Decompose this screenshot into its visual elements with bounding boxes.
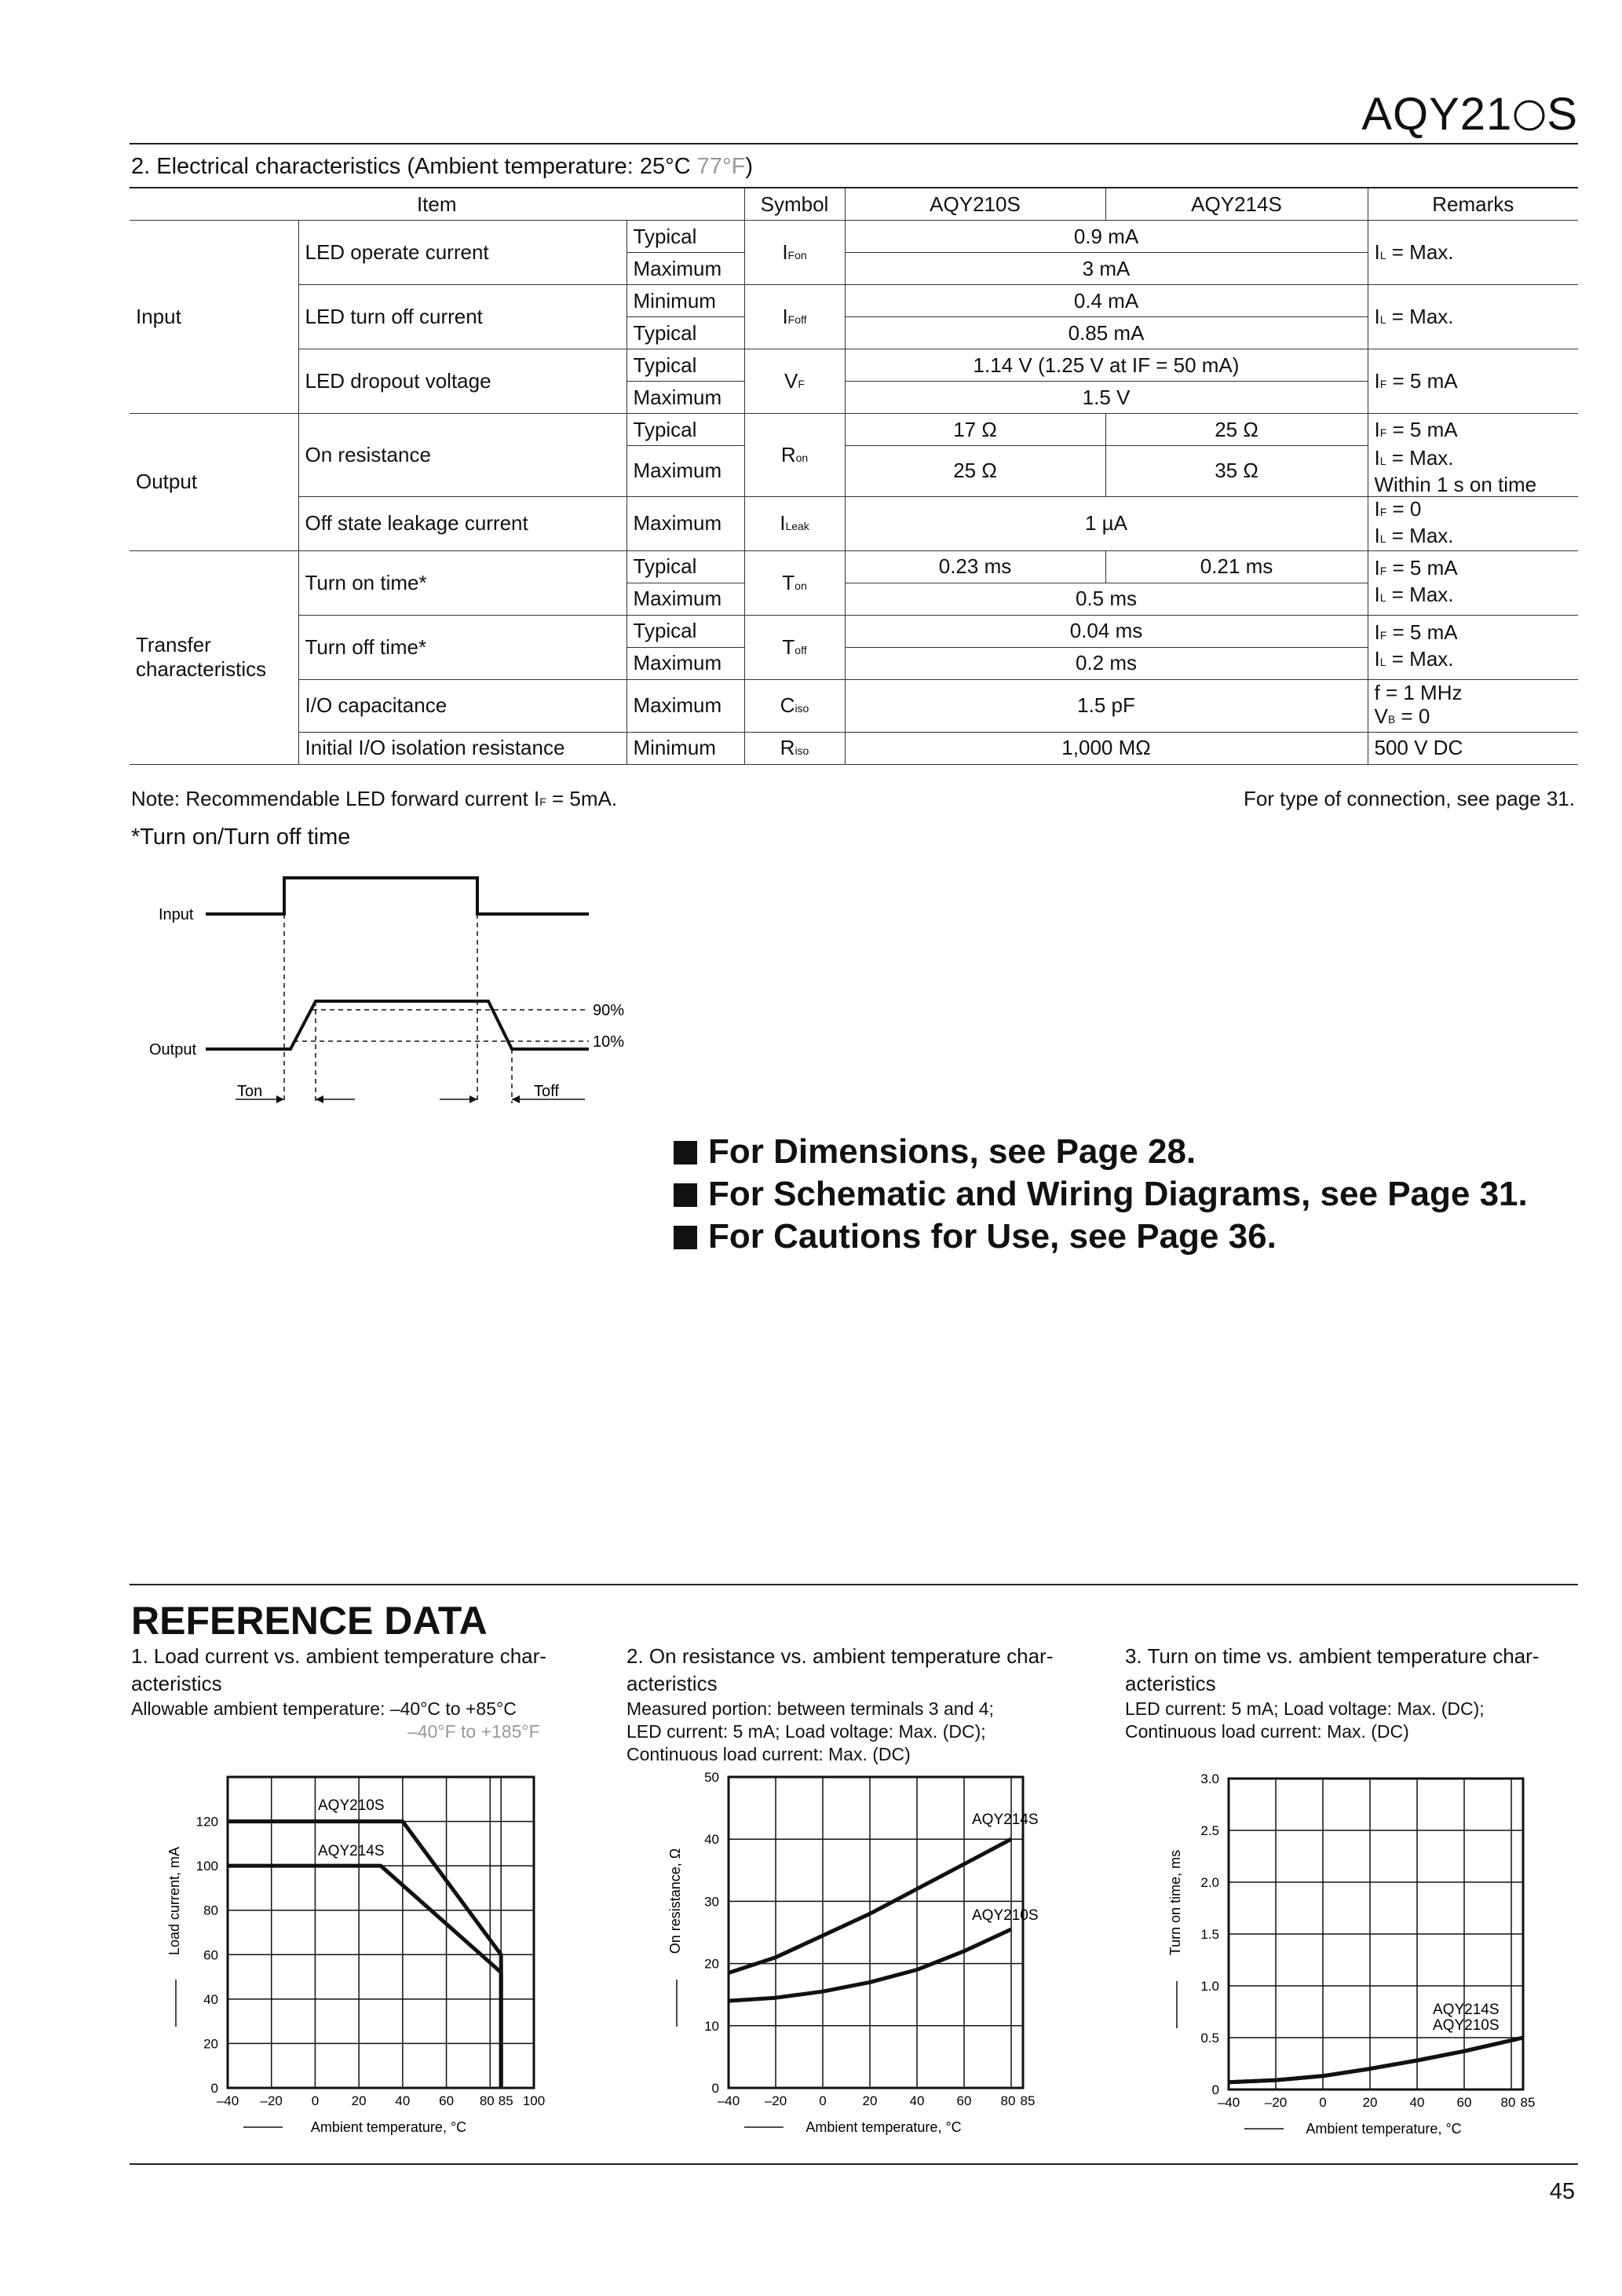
chart-frame (228, 1777, 534, 2088)
chart3-caption (1125, 1643, 1596, 1743)
y-tick-label: 2.0 (1200, 1875, 1219, 1890)
x-axis-label: Ambient temperature, °C (310, 2119, 467, 2135)
toff-label: Toff (534, 1083, 559, 1100)
cond-cell: Typical (627, 317, 744, 349)
remarks-cell: IL = Max. (1368, 221, 1578, 285)
section-title: 2. Electrical characteristics (Ambient temperature: 25°C 77°F) (131, 154, 754, 179)
table-row (130, 221, 1578, 253)
symbol-cell: Ton (744, 550, 845, 615)
x-tick-label: 0 (1319, 2095, 1327, 2110)
symbol-cell: Riso (744, 732, 845, 764)
remarks-cell: IF = 5 mA IL = Max. (1368, 550, 1578, 615)
footer-rule (130, 2163, 1578, 2165)
x-tick-label: 60 (439, 2093, 455, 2108)
series-label: AQY214S (1433, 2002, 1500, 2018)
series-label: AQY210S (318, 1797, 385, 1814)
caption-line: Measured portion: between terminals 3 and 4; (627, 1698, 994, 1719)
y-axis-label: Turn on time, ms (1167, 1849, 1183, 1956)
y-tick-label: 20 (704, 1956, 719, 1972)
cond-cell: Typical (627, 221, 744, 253)
remarks-cell: IF = 5 mA (1368, 414, 1578, 446)
link-schematic[interactable]: For Schematic and Wiring Diagrams, see Page 31. (674, 1173, 1528, 1216)
header-item: Item (130, 188, 744, 221)
x-tick-label: 85 (1520, 2095, 1536, 2110)
link-dimensions[interactable]: For Dimensions, see Page 28. (674, 1131, 1528, 1173)
x-tick-label: –20 (260, 2093, 283, 2108)
table-row (130, 349, 1578, 382)
x-tick-label: –40 (216, 2093, 239, 2108)
table-row (130, 285, 1578, 317)
caption-line: Allowable ambient temperature: –40°C to +85°C (131, 1698, 517, 1719)
y-tick-label: 40 (704, 1832, 719, 1848)
cond-cell: Minimum (627, 285, 744, 317)
y-tick-label: 2.5 (1200, 1823, 1219, 1838)
timing-diagram (149, 864, 652, 1131)
symbol-cell: Toff (744, 615, 845, 679)
output-label: Output (149, 1041, 197, 1058)
series-line-aqy214s (1229, 2038, 1523, 2082)
reference-links (674, 1131, 1528, 1258)
x-tick-label: 80 (1500, 2095, 1516, 2110)
header-symbol: Symbol (744, 188, 845, 221)
table-row (130, 550, 1578, 583)
item-turn-off: Turn off time* (298, 615, 627, 679)
item-io-capacitance: I/O capacitance (298, 679, 627, 732)
link-cautions[interactable]: For Cautions for Use, see Page 36. (674, 1216, 1528, 1258)
group-transfer: Transfer characteristics (130, 550, 298, 764)
value-cell: 0.85 mA (845, 317, 1368, 349)
ten-label: 10% (593, 1033, 625, 1051)
table-row (130, 496, 1578, 550)
cond-cell: Typical (627, 550, 744, 583)
header-aqy214s: AQY214S (1105, 188, 1368, 221)
chart-on-resistance (650, 1771, 1074, 2148)
series-label: AQY210S (972, 1907, 1039, 1924)
table-row (130, 679, 1578, 732)
x-tick-label: 100 (522, 2093, 546, 2108)
chart2-caption (627, 1643, 1098, 1766)
table-row (130, 615, 1578, 647)
cond-cell: Maximum (627, 382, 744, 414)
caption-line: Continuous load current: Max. (DC) (627, 1744, 911, 1764)
symbol-cell: IFon (744, 221, 845, 285)
value-cell: 1.5 pF (845, 679, 1368, 732)
x-tick-label: 0 (819, 2093, 827, 2108)
table-header-row (130, 188, 1578, 221)
caption-line: 3. Turn on time vs. ambient temperature char- (1125, 1644, 1540, 1668)
caption-line: acteristics (627, 1672, 718, 1695)
remarks-cell: IL = Max. (1368, 285, 1578, 349)
group-output: Output (130, 414, 298, 551)
remarks-cell: IF = 5 mA (1368, 349, 1578, 414)
x-axis-label: Ambient temperature, °C (1306, 2121, 1462, 2137)
value-cell: 0.21 ms (1105, 550, 1368, 583)
cond-cell: Maximum (627, 583, 744, 615)
cond-cell: Maximum (627, 679, 744, 732)
header-remarks: Remarks (1368, 188, 1578, 221)
series-label: AQY214S (972, 1812, 1039, 1828)
value-cell: 1.14 V (1.25 V at IF = 50 mA) (845, 349, 1368, 382)
cond-cell: Typical (627, 349, 744, 382)
item-turn-on: Turn on time* (298, 550, 627, 615)
y-tick-label: 10 (704, 2018, 719, 2034)
x-tick-label: 40 (395, 2093, 411, 2108)
item-off-leakage: Off state leakage current (298, 496, 627, 550)
input-label: Input (159, 906, 194, 923)
square-bullet-icon (674, 1141, 697, 1164)
series-line-aqy210s (1229, 2038, 1523, 2082)
x-tick-label: –20 (1264, 2095, 1288, 2110)
value-cell: 0.04 ms (845, 615, 1368, 647)
square-bullet-icon (674, 1183, 697, 1207)
value-cell: 3 mA (845, 253, 1368, 285)
page-number: 45 (1549, 2179, 1575, 2204)
cond-cell: Typical (627, 615, 744, 647)
caption-line: acteristics (131, 1672, 222, 1695)
item-led-turn-off: LED turn off current (298, 285, 627, 349)
header-aqy210s: AQY210S (845, 188, 1105, 221)
arrow-icon (469, 1095, 477, 1103)
arrow-icon (276, 1095, 284, 1103)
item-on-resistance: On resistance (298, 414, 627, 497)
x-tick-label: 60 (956, 2093, 972, 2108)
symbol-cell: ILeak (744, 496, 845, 550)
x-tick-label: 40 (1409, 2095, 1425, 2110)
caption-line: Continuous load current: Max. (DC) (1125, 1721, 1409, 1742)
output-waveform (206, 1001, 589, 1049)
caption-line: acteristics (1125, 1672, 1216, 1695)
table-row (130, 732, 1578, 764)
remarks-cell: IF = 0 IL = Max. (1368, 496, 1578, 550)
y-tick-label: 0 (1211, 2082, 1219, 2097)
x-tick-label: 85 (1020, 2093, 1036, 2108)
ton-label: Ton (237, 1083, 263, 1100)
y-axis-label: Load current, mA (166, 1846, 182, 1956)
value-cell: 0.23 ms (845, 550, 1105, 583)
cond-cell: Maximum (627, 647, 744, 679)
y-tick-label: 60 (203, 1947, 218, 1963)
input-waveform (206, 878, 589, 914)
value-cell: 0.9 mA (845, 221, 1368, 253)
arrow-icon (512, 1095, 520, 1103)
x-tick-label: 80 (479, 2093, 495, 2108)
symbol-cell: IFoff (744, 285, 845, 349)
symbol-cell: Ciso (744, 679, 845, 732)
item-led-operate: LED operate current (298, 221, 627, 285)
ninety-label: 90% (593, 1002, 625, 1019)
y-tick-label: 100 (195, 1859, 218, 1874)
document-title: AQY21 S (1361, 89, 1578, 140)
cond-cell: Maximum (627, 496, 744, 550)
x-tick-label: –20 (764, 2093, 787, 2108)
x-tick-label: 20 (862, 2093, 878, 2108)
y-tick-label: 0 (210, 2081, 218, 2096)
y-tick-label: 120 (195, 1814, 218, 1830)
y-tick-label: 0 (711, 2081, 719, 2096)
value-cell: 35 Ω (1105, 446, 1368, 497)
y-tick-label: 30 (704, 1894, 719, 1910)
remarks-cell: IL = Max. Within 1 s on time (1368, 446, 1578, 497)
y-tick-label: 0.5 (1200, 2031, 1219, 2046)
x-tick-label: 80 (1000, 2093, 1016, 2108)
note-connection: For type of connection, see page 31. (1243, 787, 1575, 810)
y-tick-label: 1.0 (1200, 1979, 1219, 1994)
y-axis-label: On resistance, Ω (667, 1848, 683, 1954)
caption-line: 1. Load current vs. ambient temperature char- (131, 1644, 546, 1668)
chart-turn-on-time (1150, 1771, 1574, 2148)
cond-cell: Minimum (627, 732, 744, 764)
remarks-cell: IF = 5 mA IL = Max. (1368, 615, 1578, 679)
caption-line: –40°F to +185°F (407, 1721, 540, 1742)
x-tick-label: –40 (1217, 2095, 1240, 2110)
header-rule (130, 143, 1578, 144)
cond-cell: Maximum (627, 446, 744, 497)
value-cell: 25 Ω (1105, 414, 1368, 446)
chart-load-current (153, 1771, 577, 2148)
caption-line: 2. On resistance vs. ambient temperature char- (627, 1644, 1054, 1668)
square-bullet-icon (674, 1226, 697, 1249)
value-cell: 1.5 V (845, 382, 1368, 414)
note-led-current: Note: Recommendable LED forward current IF = 5mA. (131, 787, 618, 810)
value-cell: 25 Ω (845, 446, 1105, 497)
y-tick-label: 40 (203, 1991, 218, 2007)
caption-line: LED current: 5 mA; Load voltage: Max. (DC); (1125, 1698, 1485, 1719)
group-input: Input (130, 221, 298, 414)
y-tick-label: 1.5 (1200, 1927, 1219, 1942)
item-led-dropout: LED dropout voltage (298, 349, 627, 414)
y-tick-label: 80 (203, 1903, 218, 1918)
arrow-icon (316, 1095, 323, 1103)
symbol-cell: Ron (744, 414, 845, 497)
series-label: AQY210S (1433, 2017, 1500, 2034)
electrical-characteristics-table (130, 187, 1578, 765)
caption-line: LED current: 5 mA; Load voltage: Max. (DC); (627, 1721, 986, 1742)
x-tick-label: –40 (717, 2093, 740, 2108)
timing-title: *Turn on/Turn off time (131, 824, 351, 850)
value-cell: 1,000 MΩ (845, 732, 1368, 764)
circle-icon (1512, 98, 1547, 133)
series-label: AQY214S (318, 1843, 385, 1859)
item-io-isolation: Initial I/O isolation resistance (298, 732, 627, 764)
x-tick-label: 20 (1362, 2095, 1378, 2110)
value-cell: 1 µA (845, 496, 1368, 550)
x-tick-label: 20 (351, 2093, 367, 2108)
x-tick-label: 40 (909, 2093, 925, 2108)
cond-cell: Typical (627, 414, 744, 446)
x-tick-label: 85 (498, 2093, 513, 2108)
value-cell: 0.4 mA (845, 285, 1368, 317)
value-cell: 0.2 ms (845, 647, 1368, 679)
x-tick-label: 60 (1456, 2095, 1472, 2110)
remarks-cell: f = 1 MHz VB = 0 (1368, 679, 1578, 732)
table-row (130, 414, 1578, 446)
cond-cell: Maximum (627, 253, 744, 285)
y-tick-label: 20 (203, 2036, 218, 2052)
x-axis-label: Ambient temperature, °C (806, 2119, 962, 2135)
chart1-caption (131, 1643, 602, 1743)
reference-rule (130, 1584, 1578, 1585)
value-cell: 0.5 ms (845, 583, 1368, 615)
symbol-cell: VF (744, 349, 845, 414)
y-tick-label: 50 (704, 1771, 719, 1785)
value-cell: 17 Ω (845, 414, 1105, 446)
reference-title: REFERENCE DATA (131, 1599, 488, 1643)
y-tick-label: 3.0 (1200, 1771, 1219, 1786)
x-tick-label: 0 (311, 2093, 320, 2108)
remarks-cell: 500 V DC (1368, 732, 1578, 764)
